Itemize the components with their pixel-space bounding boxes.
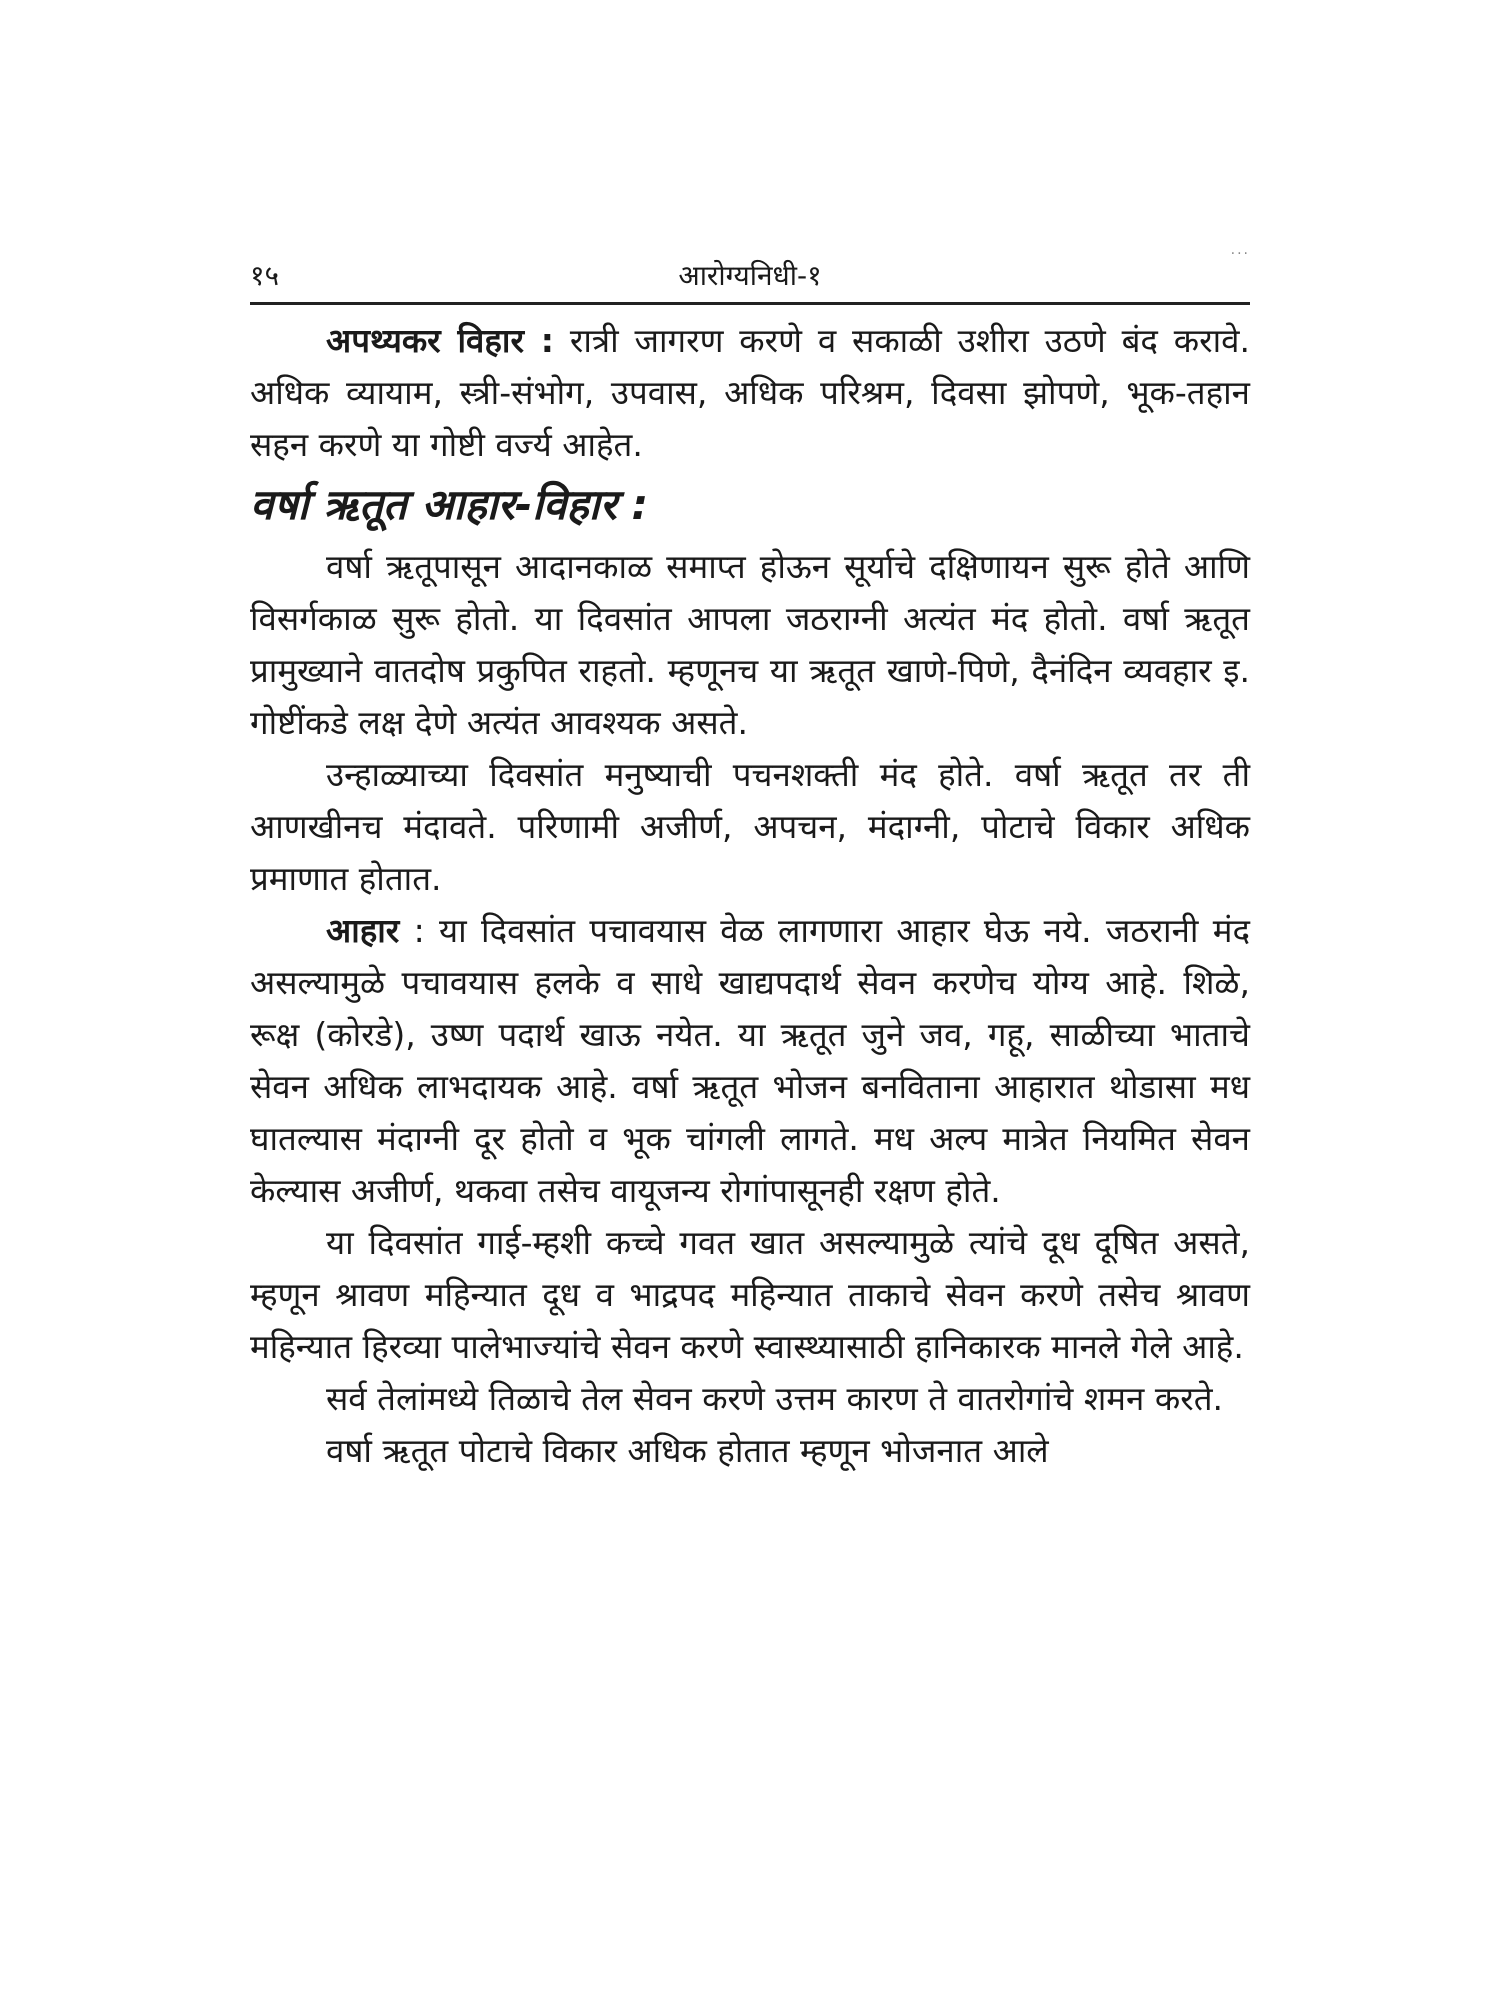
book-page: [250, 242, 1251, 1477]
page-body: [250, 315, 1250, 1477]
ahar-text: : या दिवसांत पचावयास वेळ लागणारा आहार घेऊ नये. जठरानी मंद असल्यामुळे पचावयास हलके व साधे खाद्यपदार्थ सेवन करणेच योग्य आहे. शिळे, रूक्ष (कोरडे), उष्ण पदार्थ खाऊ नयेत. या ऋतूत जुने जव, गहू, साळीच्या भाताचे सेवन अधिक लाभदायक आहे. वर्षा ऋतूत भोजन बनविताना आहारात थोडासा मध घातल्यास मंदाग्नी दूर होतो व भूक चांगली लागते. मध अल्प मात्रेत नियमित सेवन केल्यास अजीर्ण, थकवा तसेच वायूजन्य रोगांपासूनही रक्षण होते.: [250, 911, 1250, 1210]
intro-text: रात्री जागरण करणे व सकाळी उशीरा उठणे बंद करावे. अधिक व्यायाम, स्त्री-संभोग, उपवास, अधिक परिश्रम, दिवसा झोपणे, भूक-तहान सहन करणे या गोष्टी वर्ज्य आहेत.: [250, 321, 1251, 464]
page-number: १५: [250, 259, 280, 292]
intro-label: अपथ्यकर विहार :: [326, 321, 555, 360]
paragraph-4: या दिवसांत गाई-म्हशी कच्चे गवत खात असल्यामुळे त्यांचे दूध दूषित असते, म्हणून श्रावण महिन्यात दूध व भाद्रपद महिन्यात ताकाचे सेवन करणे तसेच श्रावण महिन्यात हिरव्या पालेभाज्यांचे सेवन करणे स्वास्थ्यासाठी हानिकारक मानले गेले आहे.: [250, 1223, 1250, 1366]
paragraph-1: वर्षा ऋतूपासून आदानकाळ समाप्त होऊन सूर्याचे दक्षिणायन सुरू होते आणि विसर्गकाळ सुरू होतो. या दिवसांत आपला जठराग्नी अत्यंत मंद होतो. वर्षा ऋतूत प्रामुख्याने वातदोष प्रकुपित राहतो. म्हणूनच या ऋतूत खाणे-पिणे, दैनंदिन व्यवहार इ. गोष्टींकडे लक्ष देणे अत्यंत आवश्यक असते.: [250, 547, 1250, 742]
paragraph-3: [250, 905, 1250, 1217]
paragraph-6: वर्षा ऋतूत पोटाचे विकार अधिक होतात म्हणून भोजनात आले: [326, 1431, 1049, 1470]
paragraph-5: सर्व तेलांमध्ये तिळाचे तेल सेवन करणे उत्तम कारण ते वातरोगांचे शमन करते.: [326, 1379, 1223, 1418]
page-header: [250, 250, 1250, 305]
section-heading: वर्षा ऋतूत आहार-विहार :: [250, 480, 649, 529]
intro-paragraph: [250, 315, 1250, 471]
running-title: आरोग्यनिधी-१: [678, 259, 822, 292]
scan-corner-mark: ...: [1230, 242, 1250, 258]
paragraph-2: उन्हाळ्याच्या दिवसांत मनुष्याची पचनशक्ती मंद होते. वर्षा ऋतूत तर ती आणखीनच मंदावते. परिणामी अजीर्ण, अपचन, मंदाग्नी, पोटाचे विकार अधिक प्रमाणात होतात.: [250, 755, 1250, 898]
ahar-label: आहार: [326, 911, 400, 950]
